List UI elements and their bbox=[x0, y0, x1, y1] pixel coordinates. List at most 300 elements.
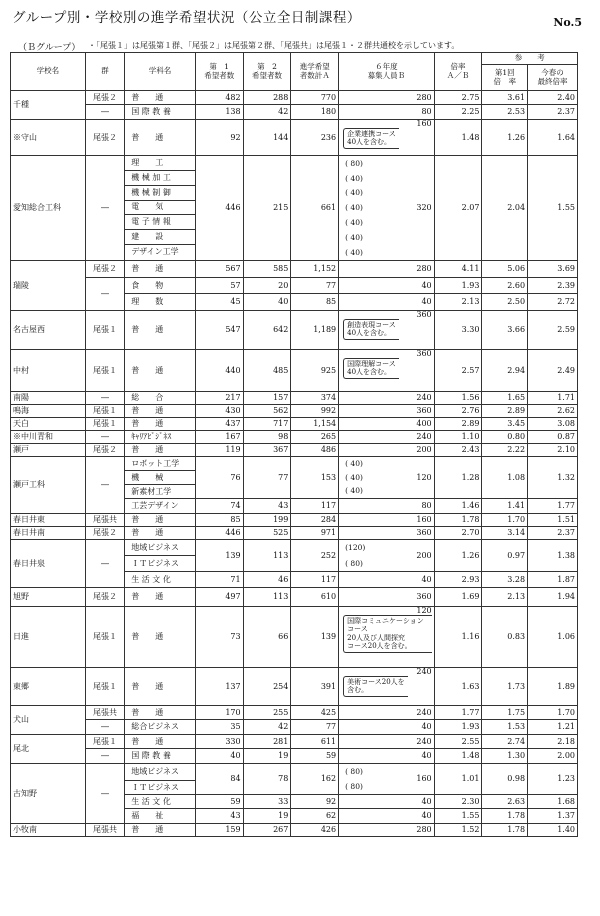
first-cell: 446 bbox=[195, 527, 243, 540]
r1-cell: 3.14 bbox=[482, 527, 528, 540]
r2-cell: 3.08 bbox=[528, 418, 578, 431]
group-cell: ― bbox=[85, 392, 124, 405]
first-cell: 430 bbox=[195, 405, 243, 418]
total-cell: 77 bbox=[291, 278, 338, 294]
table-header bbox=[11, 53, 578, 91]
group-cell: 尾張１ bbox=[85, 405, 124, 418]
ratio-cell: 1.52 bbox=[434, 824, 482, 837]
capacity-cell bbox=[339, 514, 435, 527]
capacity-note: 国際コミュニケーションコース 20人及び人間探究 コース20人を含む。 bbox=[343, 615, 432, 653]
capacity-cell bbox=[339, 392, 435, 405]
group-cell: ― bbox=[85, 156, 124, 261]
total-cell: 661 bbox=[291, 156, 339, 261]
r2-cell: 3.69 bbox=[528, 261, 577, 278]
table-row bbox=[11, 457, 578, 514]
capacity-note: 企業連携コース 40人を含む。 bbox=[343, 128, 399, 149]
ratio-cell: 1.48 bbox=[434, 120, 482, 156]
capacity-value: 360 bbox=[416, 350, 432, 358]
group-cell: ― bbox=[85, 431, 124, 444]
ratio-cell: 1.78 bbox=[434, 514, 482, 527]
group-cell: ― bbox=[100, 751, 109, 760]
table-row bbox=[11, 431, 578, 444]
r2-cell: 2.72 bbox=[557, 297, 575, 306]
r1-cell: 2.53 bbox=[507, 107, 526, 116]
capacity-cell bbox=[339, 764, 435, 824]
r2-cell: 2.10 bbox=[528, 444, 578, 457]
r2-cell: 1.32 bbox=[528, 457, 577, 499]
ratio-cell: 2.55 bbox=[435, 735, 482, 749]
header-ref1: 第1回 倍 率 bbox=[482, 65, 528, 91]
table-row bbox=[11, 91, 578, 120]
school-name: 千種 bbox=[11, 91, 86, 120]
ratio-cell: 1.93 bbox=[461, 722, 480, 731]
ratio-cell: 4.11 bbox=[435, 261, 482, 278]
dept-cell: 生 活 文 化 bbox=[131, 574, 171, 584]
school-name: 犬山 bbox=[11, 706, 86, 735]
capacity-cell bbox=[339, 444, 435, 457]
r1-cell: 0.98 bbox=[482, 764, 527, 795]
capacity-cell bbox=[339, 405, 435, 418]
total-cell: 77 bbox=[325, 722, 337, 731]
first-cell: 437 bbox=[195, 418, 243, 431]
group-cell: ― bbox=[100, 289, 109, 298]
table-row bbox=[11, 405, 578, 418]
header-school: 学校名 bbox=[11, 53, 86, 91]
capacity-value: 280 bbox=[416, 825, 432, 834]
school-name: 旭野 bbox=[11, 588, 86, 607]
first-cell: 40 bbox=[230, 751, 241, 760]
second-cell: 77 bbox=[244, 457, 291, 499]
ratio-cell: 1.55 bbox=[461, 811, 480, 820]
first-cell: 159 bbox=[195, 824, 243, 837]
second-cell: 43 bbox=[278, 501, 289, 510]
dept-cell: 普 通 bbox=[125, 735, 195, 749]
table-row bbox=[11, 668, 578, 706]
school-name: 尾北 bbox=[11, 735, 86, 764]
capacity-cell bbox=[339, 261, 435, 311]
ratio-cell: 1.10 bbox=[434, 431, 482, 444]
table-row bbox=[11, 350, 578, 392]
r1-cell: 1.78 bbox=[507, 811, 526, 820]
header-first: 第 1 希望者数 bbox=[195, 53, 243, 91]
dept-cell: 機 械 bbox=[125, 471, 195, 485]
r1-cell: 2.50 bbox=[507, 297, 526, 306]
second-cell: 144 bbox=[243, 120, 291, 156]
total-cell: 611 bbox=[291, 735, 338, 749]
total-cell: 770 bbox=[291, 91, 338, 105]
r2-cell: 1.40 bbox=[528, 824, 578, 837]
r1-cell: 1.75 bbox=[482, 706, 527, 720]
capacity-value: 280 bbox=[339, 91, 434, 105]
table-row bbox=[11, 514, 578, 527]
dept-cell: 普 通 bbox=[131, 445, 164, 454]
second-cell: 66 bbox=[243, 607, 291, 668]
capacity-value: 360 bbox=[416, 406, 432, 415]
group-cell: 尾張２ bbox=[85, 588, 124, 607]
first-cell: 35 bbox=[230, 722, 241, 731]
capacity-value: 360 bbox=[416, 528, 432, 537]
dept-cell: 理 工 bbox=[125, 156, 195, 171]
r2-cell: 1.94 bbox=[528, 588, 578, 607]
first-cell: 482 bbox=[196, 91, 243, 105]
r2-cell: 1.70 bbox=[528, 706, 577, 720]
dept-cell: 理 数 bbox=[131, 297, 164, 306]
r1-cell: 3.28 bbox=[507, 574, 526, 584]
ratio-cell: 1.69 bbox=[434, 588, 482, 607]
r2-cell: 2.49 bbox=[528, 350, 578, 392]
dept-cell: 食 物 bbox=[125, 278, 195, 294]
capacity-cell bbox=[339, 418, 435, 431]
dept-cell: 普 通 bbox=[131, 132, 164, 142]
first-cell: 217 bbox=[195, 392, 243, 405]
dept-cell: 普 通 bbox=[131, 592, 164, 601]
total-cell: 610 bbox=[291, 588, 339, 607]
r2-cell: 2.00 bbox=[557, 751, 575, 760]
capacity-value: 360 bbox=[416, 311, 432, 319]
dept-cell: 国 際 教 養 bbox=[131, 751, 171, 760]
first-cell: 73 bbox=[195, 607, 243, 668]
school-name: 小牧南 bbox=[11, 824, 86, 837]
second-cell: 525 bbox=[243, 527, 291, 540]
sub-capacity: ( 40) bbox=[345, 486, 363, 496]
second-cell: 40 bbox=[278, 297, 289, 306]
total-cell: 1,189 bbox=[291, 311, 339, 350]
second-cell: 562 bbox=[243, 405, 291, 418]
total-cell: 236 bbox=[291, 120, 339, 156]
capacity-cell bbox=[339, 735, 435, 764]
r2-cell: 1.71 bbox=[528, 392, 578, 405]
school-name: 瀬戸 bbox=[11, 444, 86, 457]
total-cell: 92 bbox=[291, 795, 338, 809]
school-name: 春日井泉 bbox=[11, 540, 86, 588]
r1-cell: 3.45 bbox=[482, 418, 528, 431]
school-name: 南陽 bbox=[11, 392, 86, 405]
capacity-value: 40 bbox=[339, 795, 434, 809]
total-cell: 374 bbox=[291, 392, 339, 405]
dept-cell: ｷｬﾘｱﾋﾞｼﾞﾈｽ bbox=[131, 432, 172, 441]
second-cell: 255 bbox=[244, 706, 291, 720]
sub-capacity: ( 80) bbox=[345, 766, 363, 776]
total-cell: 284 bbox=[291, 514, 339, 527]
second-cell: 254 bbox=[243, 668, 291, 706]
table-row bbox=[11, 540, 578, 588]
total-cell: 1,154 bbox=[291, 418, 339, 431]
r1-cell: 0.83 bbox=[482, 607, 528, 668]
dept-cell: 普 通 bbox=[131, 528, 164, 537]
table-row bbox=[11, 706, 578, 735]
header-total: 進学希望 者数計Ａ bbox=[291, 53, 339, 91]
capacity-cell bbox=[339, 668, 435, 706]
ratio-cell: 1.28 bbox=[435, 457, 482, 499]
group-cell: 尾張１ bbox=[85, 607, 124, 668]
school-name: ※中川青和 bbox=[11, 431, 86, 444]
r2-cell: 1.21 bbox=[557, 722, 575, 731]
capacity-value: 120 bbox=[416, 472, 432, 482]
r1-cell: 0.97 bbox=[482, 540, 527, 572]
school-name: ※守山 bbox=[11, 120, 86, 156]
dept-cell: 総合ビジネス bbox=[131, 722, 179, 731]
header-group: 群 bbox=[85, 53, 124, 91]
total-cell: 1,152 bbox=[291, 261, 338, 278]
ratio-cell: 2.70 bbox=[434, 527, 482, 540]
table-row bbox=[11, 261, 578, 311]
second-cell: 288 bbox=[244, 91, 291, 105]
capacity-cell bbox=[339, 824, 435, 837]
first-cell: 138 bbox=[225, 107, 241, 116]
ratio-cell: 2.30 bbox=[435, 795, 482, 809]
total-cell: 62 bbox=[325, 811, 337, 820]
r1-cell: 2.74 bbox=[482, 735, 527, 749]
ratio-cell: 2.76 bbox=[434, 405, 482, 418]
capacity-value: 40 bbox=[421, 297, 432, 306]
header-ref: 参 考 bbox=[482, 53, 578, 65]
second-cell: 199 bbox=[243, 514, 291, 527]
r2-cell: 2.37 bbox=[528, 527, 578, 540]
first-cell: 167 bbox=[195, 431, 243, 444]
ratio-cell: 2.89 bbox=[434, 418, 482, 431]
capacity-value: 200 bbox=[416, 445, 432, 454]
capacity-cell bbox=[339, 156, 435, 261]
group-cell: 尾張共 bbox=[86, 706, 124, 720]
capacity-value: 240 bbox=[416, 668, 432, 676]
school-name: 瑞陵 bbox=[11, 261, 86, 311]
total-cell: 391 bbox=[291, 668, 339, 706]
total-cell: 265 bbox=[291, 431, 339, 444]
second-cell: 281 bbox=[244, 735, 291, 749]
sub-capacity: (120) bbox=[345, 543, 366, 552]
legend-note: ・「尾張１」は尾張第１群、「尾張２」は尾張第２群、「尾張共」は尾張１・２群共通校を示しています。 bbox=[88, 41, 460, 50]
capacity-cell bbox=[339, 706, 435, 735]
dept-cell: 工芸デザイン bbox=[131, 501, 179, 510]
dept-cell: 総 合 bbox=[131, 393, 164, 402]
second-cell: 98 bbox=[243, 431, 291, 444]
capacity-value: 240 bbox=[339, 735, 434, 749]
group-cell: 尾張２ bbox=[85, 120, 124, 156]
dept-cell: 国 際 教 養 bbox=[131, 107, 171, 116]
capacity-value: 40 bbox=[421, 722, 432, 731]
total-cell: 180 bbox=[320, 107, 337, 116]
r1-cell: 0.80 bbox=[482, 431, 528, 444]
total-cell: 162 bbox=[291, 764, 338, 795]
r2-cell: 2.18 bbox=[528, 735, 577, 749]
second-cell: 113 bbox=[243, 588, 291, 607]
capacity-cell bbox=[339, 431, 435, 444]
capacity-value: 80 bbox=[421, 107, 432, 116]
sub-capacity: ( 40) bbox=[345, 203, 363, 213]
table-row bbox=[11, 824, 578, 837]
group-cell: 尾張１ bbox=[85, 418, 124, 431]
dept-cell: 普 通 bbox=[131, 515, 164, 524]
r2-cell: 2.59 bbox=[528, 311, 578, 350]
school-name: 愛知総合工科 bbox=[11, 156, 86, 261]
total-cell: 971 bbox=[291, 527, 339, 540]
table-row bbox=[11, 764, 578, 824]
dept-cell: 機 械 加 工 bbox=[125, 171, 195, 186]
dept-cell: ロボット工学 bbox=[125, 457, 195, 471]
r1-cell: 1.41 bbox=[507, 501, 526, 510]
ratio-cell: 1.63 bbox=[434, 668, 482, 706]
dept-cell: 普 通 bbox=[131, 365, 164, 375]
total-cell: 85 bbox=[325, 297, 337, 306]
ratio-cell: 1.77 bbox=[435, 706, 482, 720]
capacity-value: 160 bbox=[416, 515, 432, 524]
dept-cell: 地域ビジネス bbox=[125, 540, 195, 556]
second-cell: 113 bbox=[244, 540, 291, 572]
school-name: 鳴海 bbox=[11, 405, 86, 418]
table-row bbox=[11, 311, 578, 350]
total-cell: 59 bbox=[325, 751, 337, 760]
group-cell: 尾張２ bbox=[86, 261, 124, 278]
table-row bbox=[11, 588, 578, 607]
table-row bbox=[11, 527, 578, 540]
sub-capacity: ( 40) bbox=[345, 232, 363, 242]
ratio-cell: 2.57 bbox=[434, 350, 482, 392]
capacity-value: 280 bbox=[339, 261, 434, 278]
capacity-value: 80 bbox=[421, 501, 432, 510]
dept-cell: 電 気 bbox=[125, 201, 195, 216]
total-cell: 992 bbox=[291, 405, 339, 418]
r2-cell: 2.37 bbox=[557, 107, 575, 116]
school-name: 中村 bbox=[11, 350, 86, 392]
capacity-cell bbox=[339, 588, 435, 607]
ratio-cell: 1.26 bbox=[435, 540, 482, 572]
r1-cell: 5.06 bbox=[482, 261, 527, 278]
second-cell: 157 bbox=[243, 392, 291, 405]
dept-cell: 電 子 情 報 bbox=[125, 215, 195, 230]
dept-cell: 普 通 bbox=[125, 706, 195, 720]
capacity-value: 240 bbox=[416, 432, 432, 441]
first-cell: 446 bbox=[195, 156, 243, 261]
header-ref2: 今春の 最終倍率 bbox=[528, 65, 578, 91]
r1-cell: 2.63 bbox=[482, 795, 527, 809]
r2-cell: 1.68 bbox=[528, 795, 577, 809]
table-row bbox=[11, 120, 578, 156]
ratio-cell: 1.93 bbox=[435, 278, 482, 294]
first-cell: 567 bbox=[196, 261, 243, 278]
admission-table bbox=[10, 52, 578, 837]
r2-cell: 1.37 bbox=[557, 811, 575, 820]
r2-cell: 2.40 bbox=[528, 91, 577, 105]
capacity-cell bbox=[339, 607, 435, 668]
capacity-value: 360 bbox=[416, 592, 432, 601]
dept-cell: 建 設 bbox=[125, 230, 195, 245]
capacity-value: 200 bbox=[416, 550, 432, 560]
first-cell: 76 bbox=[196, 457, 243, 499]
school-name: 日進 bbox=[11, 607, 86, 668]
r2-cell: 1.77 bbox=[557, 501, 575, 510]
r1-cell: 2.89 bbox=[482, 405, 528, 418]
sub-capacity: ( 40) bbox=[345, 173, 363, 183]
r1-cell: 2.60 bbox=[482, 278, 527, 294]
table-row bbox=[11, 156, 578, 261]
r2-cell: 1.06 bbox=[528, 607, 578, 668]
ratio-cell: 1.56 bbox=[434, 392, 482, 405]
sub-capacity: ( 80) bbox=[345, 558, 363, 568]
capacity-note: 美術コース20人を 含む。 bbox=[343, 676, 408, 697]
dept-cell: 普 通 bbox=[125, 91, 195, 105]
total-cell: 426 bbox=[291, 824, 339, 837]
second-cell: 642 bbox=[243, 311, 291, 350]
group-cell: 尾張１ bbox=[86, 735, 124, 749]
ratio-cell: 1.48 bbox=[461, 751, 480, 760]
first-cell: 57 bbox=[196, 278, 243, 294]
second-cell: 717 bbox=[243, 418, 291, 431]
ratio-cell: 3.30 bbox=[434, 311, 482, 350]
school-name: 春日井南 bbox=[11, 527, 86, 540]
r1-cell: 1.30 bbox=[507, 751, 526, 760]
capacity-value: 40 bbox=[421, 811, 432, 820]
school-name: 天白 bbox=[11, 418, 86, 431]
r1-cell: 1.73 bbox=[482, 668, 528, 706]
capacity-note: 創造表現コース 40人を含む。 bbox=[343, 319, 399, 340]
first-cell: 139 bbox=[196, 540, 243, 572]
total-cell: 117 bbox=[320, 501, 337, 510]
total-cell: 925 bbox=[291, 350, 339, 392]
second-cell: 367 bbox=[243, 444, 291, 457]
first-cell: 59 bbox=[196, 795, 243, 809]
header-capacity: ６年度 募集人員Ｂ bbox=[339, 53, 435, 91]
sub-capacity: ( 40) bbox=[345, 188, 363, 198]
r1-cell: 1.26 bbox=[482, 120, 528, 156]
second-cell: 215 bbox=[243, 156, 291, 261]
ratio-cell: 2.25 bbox=[461, 107, 480, 116]
r2-cell: 1.89 bbox=[528, 668, 578, 706]
capacity-value: 40 bbox=[339, 278, 434, 294]
group-cell: ― bbox=[100, 722, 109, 731]
dept-cell: 普 通 bbox=[131, 325, 164, 334]
total-cell: 252 bbox=[291, 540, 338, 572]
sub-capacity: ( 40) bbox=[345, 218, 363, 228]
school-name: 東郷 bbox=[11, 668, 86, 706]
first-cell: 84 bbox=[196, 764, 243, 795]
group-cell: 尾張共 bbox=[85, 824, 124, 837]
r1-cell: 1.08 bbox=[482, 457, 527, 499]
group-cell: ― bbox=[85, 540, 124, 588]
capacity-value: 160 bbox=[416, 774, 432, 783]
ratio-cell: 1.01 bbox=[435, 764, 482, 795]
r1-cell: 3.66 bbox=[482, 311, 528, 350]
group-label: （Ｂグループ） bbox=[18, 43, 81, 53]
capacity-value: 400 bbox=[416, 419, 432, 428]
second-cell: 33 bbox=[244, 795, 291, 809]
second-cell: 42 bbox=[278, 722, 289, 731]
dept-cell: 普 通 bbox=[131, 632, 164, 641]
header-second: 第 2 希望者数 bbox=[243, 53, 291, 91]
ratio-cell: 2.93 bbox=[461, 574, 480, 584]
r1-cell: 2.94 bbox=[482, 350, 528, 392]
capacity-value: 40 bbox=[421, 574, 432, 584]
total-cell: 425 bbox=[291, 706, 338, 720]
second-cell: 42 bbox=[278, 107, 289, 116]
dept-cell: 機 械 制 御 bbox=[125, 186, 195, 201]
r2-cell: 1.64 bbox=[528, 120, 578, 156]
sub-capacity: ( 40) bbox=[345, 472, 363, 482]
first-cell: 92 bbox=[195, 120, 243, 156]
ratio-cell: 2.07 bbox=[434, 156, 482, 261]
table-row bbox=[11, 392, 578, 405]
sub-capacity: ( 40) bbox=[345, 459, 363, 469]
group-cell: 尾張１ bbox=[85, 350, 124, 392]
group-cell: 尾張１ bbox=[85, 668, 124, 706]
dept-cell: 普 通 bbox=[131, 825, 164, 834]
dept-cell: ＩＴビジネス bbox=[125, 781, 195, 795]
r2-cell: 1.55 bbox=[528, 156, 578, 261]
first-cell: 440 bbox=[195, 350, 243, 392]
school-name: 古知野 bbox=[11, 764, 86, 824]
r1-cell: 2.04 bbox=[482, 156, 528, 261]
second-cell: 585 bbox=[244, 261, 291, 278]
r1-cell: 1.70 bbox=[482, 514, 528, 527]
